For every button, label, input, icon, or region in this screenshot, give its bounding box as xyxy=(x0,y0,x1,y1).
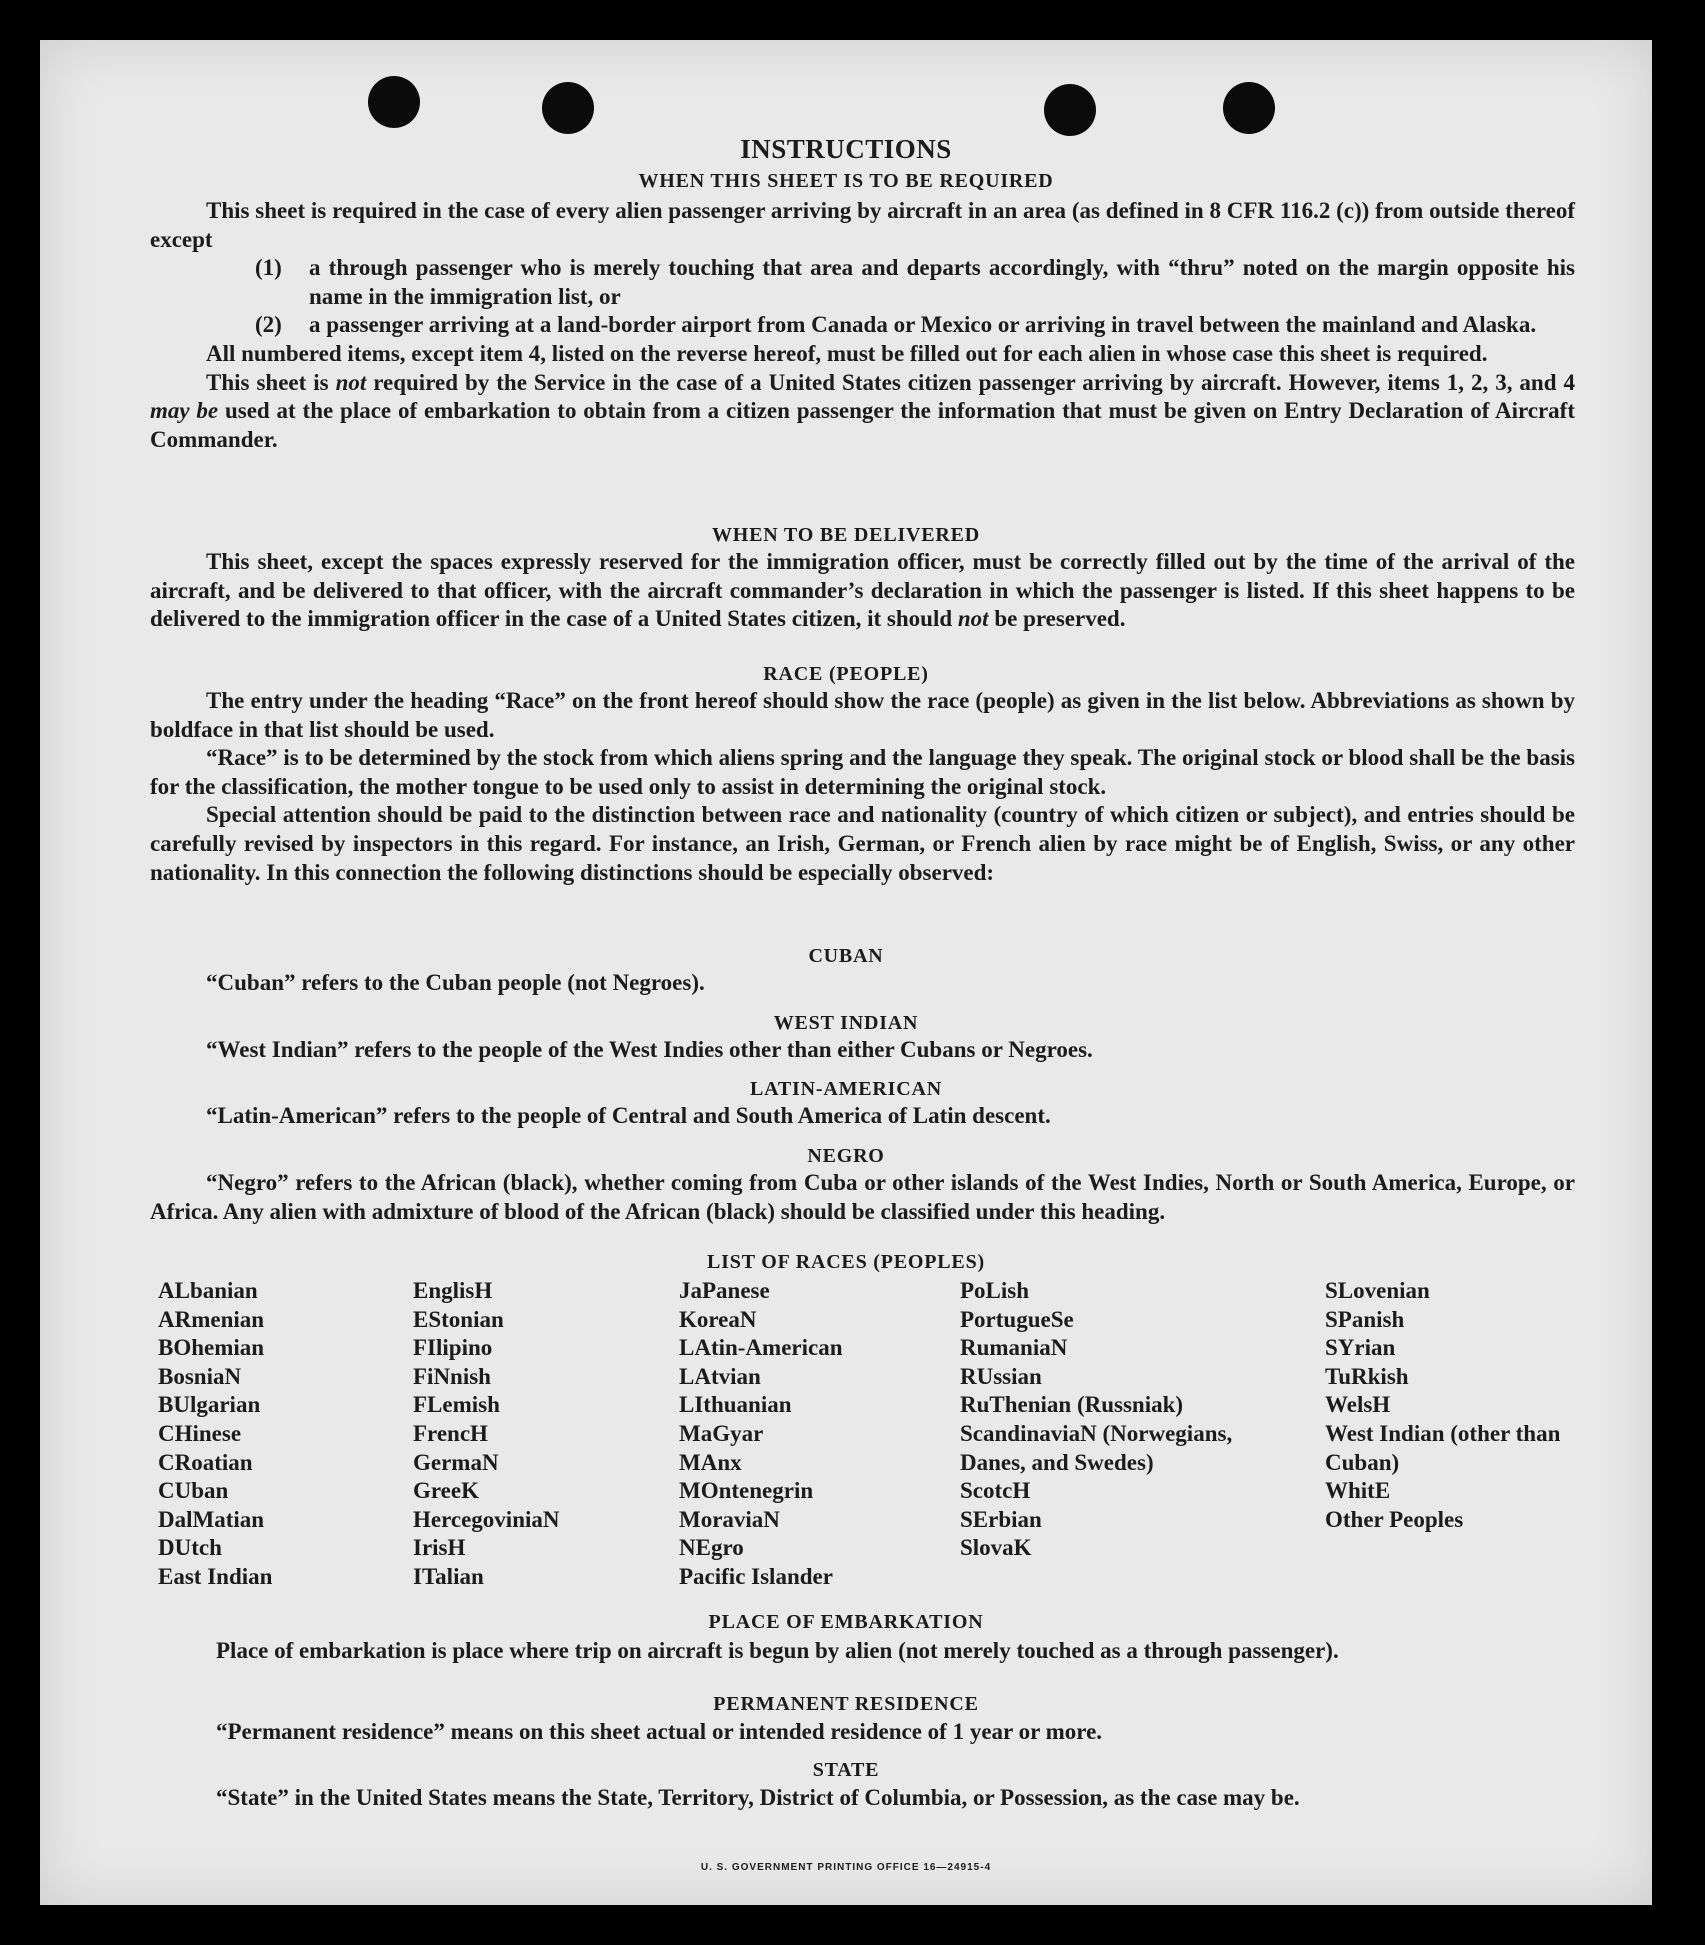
printer-imprint: U. S. GOVERNMENT PRINTING OFFICE 16—24915-4 xyxy=(700,1862,992,1873)
section-required xyxy=(150,197,1575,454)
section-race xyxy=(150,687,1575,887)
item-number: (1) xyxy=(255,255,282,281)
race-entry: RumaniaN xyxy=(960,1335,1068,1361)
race-entry: BosniaN xyxy=(158,1363,242,1389)
paragraph-cuban: “Cuban” refers to the Cuban people (not Negroes). xyxy=(206,970,705,995)
heading-when-required: WHEN THIS SHEET IS TO BE REQUIRED xyxy=(638,170,1054,192)
section-west-indian xyxy=(150,1036,1575,1065)
heading-west-indian: WEST INDIAN xyxy=(773,1012,919,1034)
heading-permanent-residence: PERMANENT RESIDENCE xyxy=(713,1693,979,1715)
race-entry: FiNnish xyxy=(413,1363,491,1389)
race-entry: ScotcH xyxy=(960,1478,1031,1504)
exception-item-2 xyxy=(150,311,1575,340)
item-text: a through passenger who is merely touching that area and departs accordingly, with “thru” noted on the margin opposite his name in the immigration list, or xyxy=(309,255,1575,309)
punch-hole-4 xyxy=(1223,82,1275,134)
race-entry: PoLish xyxy=(960,1278,1030,1303)
section-delivered xyxy=(150,548,1575,634)
race-column-4 xyxy=(960,1277,1260,1563)
race-entry: SlovaK xyxy=(960,1535,1032,1561)
race-entry: GreeK xyxy=(413,1478,479,1504)
paragraph-residence: “Permanent residence” means on this sheet actual or intended residence of 1 year or more. xyxy=(216,1719,1103,1744)
race-entry: East Indian xyxy=(158,1563,273,1589)
heading-latin-american: LATIN-AMERICAN xyxy=(750,1078,942,1100)
race-entry: EStonian xyxy=(413,1306,504,1332)
paragraph-state: “State” in the United States means the State, Territory, District of Columbia, or Possession, as the case may be. xyxy=(216,1785,1300,1810)
punch-hole-1 xyxy=(368,76,420,128)
race-column-2 xyxy=(413,1277,643,1592)
race-entry: RUssian xyxy=(960,1363,1042,1389)
race-entry: SPanish xyxy=(1325,1306,1405,1332)
document-page xyxy=(40,40,1652,1905)
heading-race: RACE (PEOPLE) xyxy=(763,663,929,685)
paragraph-latin-american: “Latin-American” refers to the people of Central and South America of Latin descent. xyxy=(206,1103,1051,1128)
paragraph-negro: “Negro” refers to the African (black), whether coming from Cuba or other islands of the West Indies, North or South America, Europe, or Africa. Any alien with admixture of blood of the African (black) should be classified under this heading. xyxy=(150,1170,1575,1224)
race-entry: FLemish xyxy=(413,1392,500,1418)
heading-when-delivered: WHEN TO BE DELIVERED xyxy=(711,524,981,546)
race-entry: LAtvian xyxy=(679,1363,761,1389)
paragraph-race-1: The entry under the heading “Race” on the front hereof should show the race (people) as given in the list below. Abbreviations as shown by boldface in that list should be used. xyxy=(150,688,1575,742)
race-entry: TuRkish xyxy=(1325,1363,1409,1389)
heading-negro: NEGRO xyxy=(807,1145,885,1167)
heading-place-of-embarkation: PLACE OF EMBARKATION xyxy=(708,1611,984,1633)
paragraph-required-1: This sheet is required in the case of every alien passenger arriving by aircraft in an area (as defined in 8 CFR 116.2 (c)) from outside thereof except xyxy=(150,198,1575,252)
race-column-1 xyxy=(158,1277,388,1592)
race-entry: KoreaN xyxy=(679,1306,757,1332)
race-entry: FIlipino xyxy=(413,1335,493,1361)
paragraph-west-indian: “West Indian” refers to the people of the West Indies other than either Cubans or Negroes. xyxy=(206,1037,1093,1062)
section-state xyxy=(160,1784,1582,1813)
race-entry: DUtch xyxy=(158,1535,222,1561)
race-entry: BUlgarian xyxy=(158,1392,261,1418)
race-entry: IrisH xyxy=(413,1535,466,1561)
race-entry: CHinese xyxy=(158,1420,242,1446)
race-entry: MOntenegrin xyxy=(679,1478,814,1504)
race-entry: DalMatian xyxy=(158,1506,265,1532)
item-text: a passenger arriving at a land-border airport from Canada or Mexico or arriving in travel between the mainland and Alaska. xyxy=(309,312,1537,338)
item-number: (2) xyxy=(255,312,282,338)
race-entry: ALbanian xyxy=(158,1278,258,1303)
race-column-5 xyxy=(1325,1277,1585,1534)
paragraph-embarkation: Place of embarkation is place where trip on aircraft is begun by alien (not merely touched as a through passenger). xyxy=(216,1638,1339,1663)
race-entry: LAtin-American xyxy=(679,1335,843,1361)
race-entry: CRoatian xyxy=(158,1449,253,1475)
race-entry: JaPanese xyxy=(679,1278,770,1303)
section-latin-american xyxy=(150,1102,1575,1131)
race-entry: WhitE xyxy=(1325,1478,1391,1504)
section-embarkation xyxy=(160,1637,1582,1666)
race-entry: MoraviaN xyxy=(679,1506,780,1532)
punch-hole-2 xyxy=(542,82,594,134)
heading-state: STATE xyxy=(812,1759,880,1781)
punch-hole-3 xyxy=(1044,84,1096,136)
paragraph-race-3: Special attention should be paid to the distinction between race and nationality (country of which citizen or subject), and entries should be carefully revised by inspectors in this regard. For instance, an Irish, German, or French alien by race might be of English, Swiss, or any other nationality. In this connection the following distinctions should be especially observed: xyxy=(150,802,1575,885)
race-entry: WelsH xyxy=(1325,1392,1391,1418)
race-entry: LIthuanian xyxy=(679,1392,792,1418)
race-entry: BOhemian xyxy=(158,1335,265,1361)
race-entry: RuThenian (Russniak) xyxy=(960,1392,1184,1418)
section-residence xyxy=(160,1718,1582,1747)
race-entry: Pacific Islander xyxy=(679,1563,833,1589)
race-entry: NEgro xyxy=(679,1535,744,1561)
section-cuban xyxy=(150,969,1575,998)
race-entry: MAnx xyxy=(679,1449,742,1475)
race-entry: SYrian xyxy=(1325,1335,1396,1361)
race-entry: PortugueSe xyxy=(960,1306,1074,1332)
race-entry: GermaN xyxy=(413,1449,499,1475)
heading-list-of-races: LIST OF RACES (PEOPLES) xyxy=(707,1251,985,1273)
race-entry: ARmenian xyxy=(158,1306,265,1332)
race-entry: ScandinaviaN (Norwegians, Danes, and Swedes) xyxy=(960,1420,1233,1475)
race-entry: EnglisH xyxy=(413,1278,493,1303)
race-entry: West Indian (other than Cuban) xyxy=(1325,1420,1561,1475)
heading-cuban: CUBAN xyxy=(808,945,884,967)
section-negro xyxy=(150,1169,1575,1226)
paragraph-required-2: All numbered items, except item 4, listed on the reverse hereof, must be filled out for each alien in whose case this sheet is required. xyxy=(206,340,1488,366)
race-entry: Other Peoples xyxy=(1325,1506,1464,1532)
paragraph-required-3: This sheet is not required by the Service in the case of a United States citizen passenger arriving by aircraft. However, items 1, 2, 3, and 4 may be used at the place of embarkation to obtain from a citizen passenger the information that must be given on Entry Declaration of Aircraft Commander. xyxy=(150,369,1575,452)
race-entry: SErbian xyxy=(960,1506,1042,1532)
paragraph-delivered: This sheet, except the spaces expressly reserved for the immigration officer, must be correctly filled out by the time of the arrival of the aircraft, and be delivered to that officer, with the aircraft commander’s declaration in which the passenger is listed. If this sheet happens to be delivered to the immigration officer in the case of a United States citizen, it should not be preserved. xyxy=(150,549,1575,632)
page-title: INSTRUCTIONS xyxy=(740,134,952,164)
race-entry: ITalian xyxy=(413,1563,484,1589)
exception-item-1 xyxy=(150,254,1575,311)
race-entry: MaGyar xyxy=(679,1420,764,1446)
paragraph-race-2: “Race” is to be determined by the stock from which aliens spring and the language they speak. The original stock or blood shall be the basis for the classification, the mother tongue to be used only to assist in determining the original stock. xyxy=(150,745,1575,799)
race-entry: HercegoviniaN xyxy=(413,1506,560,1532)
race-entry: CUban xyxy=(158,1478,229,1504)
race-entry: FrencH xyxy=(413,1420,488,1446)
race-column-3 xyxy=(679,1277,909,1592)
race-entry: SLovenian xyxy=(1325,1278,1430,1303)
